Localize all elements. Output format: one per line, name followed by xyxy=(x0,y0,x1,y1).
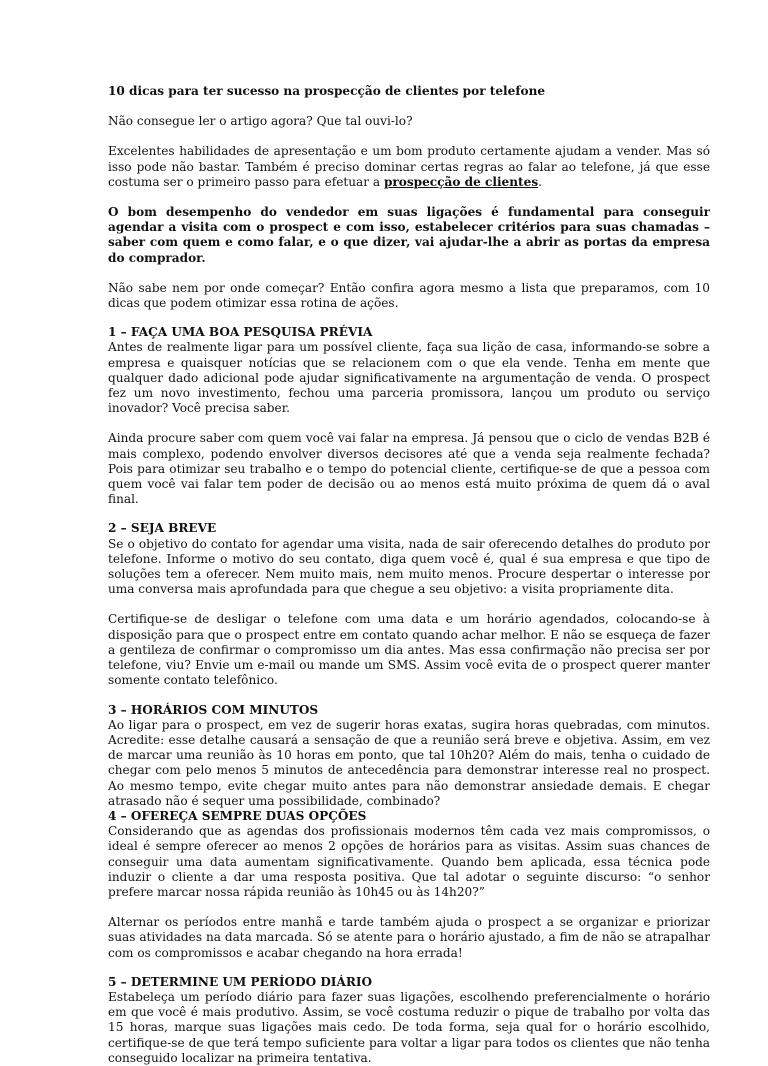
document-title: 10 dicas para ter sucesso na prospecção de clientes por telefone xyxy=(108,84,546,98)
lead-paragraph: O bom desempenho do vendedor em suas ligações é fundamental para conseguir agendar a visita com o prospect e com isso, estabelecer critérios para suas chamadas – saber com quem e como falar, e o que dizer, vai ajudar-lhe a abrir as portas da empresa do comprador. xyxy=(108,205,710,265)
section-2 xyxy=(108,521,710,688)
prospeccao-link[interactable]: prospecção de clientes xyxy=(383,174,539,189)
section-heading: 5 – DETERMINE UM PERÍODO DIÁRIO xyxy=(108,974,373,989)
section-paragraph: Ao ligar para o prospect, em vez de sugerir horas exatas, sugira horas quebradas, com minutos. Acredite: esse detalhe causará a sensação de que a reunião será breve e objetiva. Assim, em vez de marcar uma reunião às 10 horas em ponto, que tal 10h20? Além do mais, tenha o cuidado de chegar com pelo menos 5 minutos de antecedência para demonstrar interesse real no prospect. Ao mesmo tempo, evite chegar muito antes para não demonstrar ansiedade demais. E chegar atrasado não é sequer uma possibilidade, combinado? xyxy=(108,717,710,808)
section-heading: 4 – OFEREÇA SEMPRE DUAS OPÇÕES xyxy=(108,808,367,823)
intro-paragraph xyxy=(108,144,710,190)
section-5 xyxy=(108,975,710,1066)
section-paragraph: Considerando que as agendas dos profissionais modernos têm cada vez mais compromissos, o ideal é sempre oferecer ao menos 2 opções de horários para as visitas. Assim suas chances de conseguir uma data aumentam significativamente. Quando bem aplicada, essa técnica pode induzir o cliente a dar uma resposta positiva. Que tal adotar o seguinte discurso: “o senhor prefere marcar nossa rápida reunião às 10h45 ou às 14h20?” xyxy=(108,824,710,899)
section-heading: 3 – HORÁRIOS COM MINUTOS xyxy=(108,702,319,717)
intro-text-end: . xyxy=(538,174,542,189)
section-1 xyxy=(108,325,710,507)
section-paragraph: Certifique-se de desligar o telefone com uma data e um horário agendados, colocando-se à disposição para que o prospect entre em contato quando achar melhor. E não se esqueça de fazer a gentileza de confirmar o compromisso um dia antes. Mas essa confirmação não precisa ser por telefone, viu? Envie um e-mail ou mande um SMS. Assim você evita de o prospect querer manter somente contato telefônico. xyxy=(108,612,710,688)
section-heading: 2 – SEJA BREVE xyxy=(108,521,217,536)
section-heading: 1 – FAÇA UMA BOA PESQUISA PRÉVIA xyxy=(108,325,373,340)
section-paragraph: Antes de realmente ligar para um possível cliente, faça sua lição de casa, informando-se sobre a empresa e quaisquer notícias que se relacionem com o que ela vende. Tenha em mente que qualquer dado adicional pode ajudar significativamente na argumentação de venda. O prospect fez um novo investimento, fechou uma parceria promissora, lançou um produto ou serviço inovador? Você precisa saber. xyxy=(108,340,710,416)
section-paragraph: Se o objetivo do contato for agendar uma visita, nada de sair oferecendo detalhes do produto por telefone. Informe o motivo do seu contato, diga quem você é, qual é sua empresa e que tipo de soluções tem a oferecer. Nem muito mais, nem muito menos. Procure despertar o interesse por uma conversa mais aprofundada para que chegue a seu objetivo: a visita propriamente dita. xyxy=(108,536,710,597)
section-paragraph: Alternar os períodos entre manhã e tarde também ajuda o prospect a se organizar e priorizar suas atividades na data marcada. Só se atente para o horário ajustado, a fim de não se atrapalhar com os compromissos e acabar chegando na hora errada! xyxy=(108,915,710,960)
intro-text: Excelentes habilidades de apresentação e um bom produto certamente ajudam a vender. Mas só isso pode não bastar. Também é preciso dominar certas regras ao falar ao telefone, já que esse costuma ser o primeiro passo para efetuar a xyxy=(108,144,710,189)
section-paragraph: Estabeleça um período diário para fazer suas ligações, escolhendo preferencialmente o horário em que você é mais produtivo. Assim, se você costuma reduzir o pique de trabalho por volta das 15 horas, marque suas ligações mais cedo. De toda forma, seja qual for o horário escolhido, certifique-se de que terá tempo suficiente para voltar a ligar para todos os clientes que não tenha conseguido localizar na primeira tentativa. xyxy=(108,989,710,1065)
list-intro-paragraph: Não sabe nem por onde começar? Então confira agora mesmo a lista que preparamos, com 10 dicas que podem otimizar essa rotina de ações. xyxy=(108,280,710,311)
listen-prompt: Não consegue ler o artigo agora? Que tal ouvi-lo? xyxy=(108,114,413,129)
section-paragraph: Ainda procure saber com quem você vai falar na empresa. Já pensou que o ciclo de vendas B2B é mais complexo, podendo envolver diversos decisores até que a venda seja realmente fechada? Pois para otimizar seu trabalho e o tempo do potencial cliente, certifique-se de que a pessoa com quem você vai falar tem poder de decisão ou ao menos está muito próxima de quem dá o aval final. xyxy=(108,431,710,507)
section-3 xyxy=(108,703,710,809)
section-4 xyxy=(108,809,710,961)
